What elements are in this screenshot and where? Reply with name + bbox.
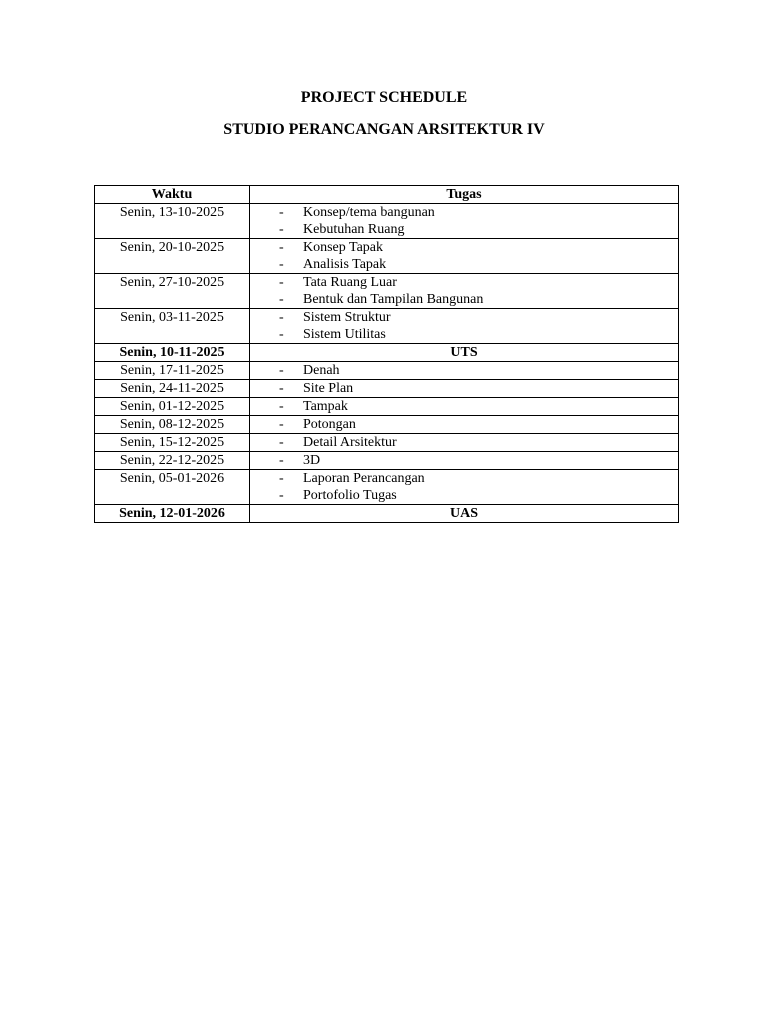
document-subtitle: STUDIO PERANCANGAN ARSITEKTUR IV	[223, 121, 545, 138]
date-cell: Senin, 20-10-2025	[95, 239, 250, 274]
tasks-cell	[250, 416, 679, 434]
task-text: Portofolio Tugas	[303, 488, 397, 503]
bullet-dash: -	[279, 453, 284, 468]
table-row	[95, 309, 679, 344]
table-row	[95, 204, 679, 239]
date-cell: Senin, 12-01-2026	[95, 505, 250, 523]
bullet-dash: -	[279, 327, 284, 342]
bullet-dash: -	[279, 488, 284, 503]
bullet-dash: -	[279, 205, 284, 220]
list-item	[279, 434, 678, 451]
list-item	[279, 380, 678, 397]
document-title: PROJECT SCHEDULE	[300, 89, 468, 106]
task-list	[250, 434, 678, 451]
bullet-dash: -	[279, 417, 284, 432]
list-item	[279, 452, 678, 469]
bullet-dash: -	[279, 240, 284, 255]
bullet-dash: -	[279, 310, 284, 325]
list-item	[279, 398, 678, 415]
header-row	[95, 186, 679, 204]
task-list	[250, 274, 678, 308]
bullet-dash: -	[279, 292, 284, 307]
list-item	[279, 362, 678, 379]
list-item	[279, 470, 678, 487]
table-body	[95, 204, 679, 523]
task-list	[250, 398, 678, 415]
task-text: Konsep/tema bangunan	[303, 205, 435, 220]
date-cell: Senin, 22-12-2025	[95, 452, 250, 470]
task-list	[250, 380, 678, 397]
date-cell: Senin, 03-11-2025	[95, 309, 250, 344]
bullet-dash: -	[279, 222, 284, 237]
bullet-dash: -	[279, 381, 284, 396]
task-text: Tampak	[303, 399, 348, 414]
task-text: Bentuk dan Tampilan Bangunan	[303, 292, 484, 307]
date-cell: Senin, 24-11-2025	[95, 380, 250, 398]
task-text: Analisis Tapak	[303, 257, 387, 272]
task-text: Konsep Tapak	[303, 240, 384, 255]
tasks-cell	[250, 452, 679, 470]
tasks-cell	[250, 274, 679, 309]
table-row	[95, 452, 679, 470]
task-text: Detail Arsitektur	[303, 435, 397, 450]
task-text: Tata Ruang Luar	[303, 275, 397, 290]
task-list	[250, 452, 678, 469]
list-item	[279, 204, 678, 221]
date-cell: Senin, 10-11-2025	[95, 344, 250, 362]
list-item	[279, 256, 678, 273]
table-row	[95, 398, 679, 416]
date-cell: Senin, 27-10-2025	[95, 274, 250, 309]
date-cell: Senin, 05-01-2026	[95, 470, 250, 505]
table-row	[95, 470, 679, 505]
date-cell: Senin, 15-12-2025	[95, 434, 250, 452]
exam-cell: UAS	[250, 505, 679, 523]
list-item	[279, 239, 678, 256]
task-text: Site Plan	[303, 381, 354, 396]
task-list	[250, 362, 678, 379]
bullet-dash: -	[279, 363, 284, 378]
task-text: 3D	[303, 453, 321, 468]
table-row	[95, 505, 679, 523]
exam-cell: UTS	[250, 344, 679, 362]
bullet-dash: -	[279, 275, 284, 290]
table-row	[95, 434, 679, 452]
task-list	[250, 239, 678, 273]
date-cell: Senin, 13-10-2025	[95, 204, 250, 239]
list-item	[279, 326, 678, 343]
table-row	[95, 274, 679, 309]
task-list	[250, 309, 678, 343]
tasks-cell	[250, 470, 679, 505]
table-row	[95, 239, 679, 274]
list-item	[279, 487, 678, 504]
task-text: Sistem Struktur	[303, 310, 391, 325]
task-text: Sistem Utilitas	[303, 327, 386, 342]
task-text: Potongan	[303, 417, 356, 432]
tasks-cell	[250, 239, 679, 274]
tasks-cell	[250, 380, 679, 398]
schedule-table	[94, 185, 679, 523]
date-cell: Senin, 17-11-2025	[95, 362, 250, 380]
header-waktu: Waktu	[95, 186, 250, 204]
task-text: Laporan Perancangan	[303, 471, 425, 486]
tasks-cell	[250, 309, 679, 344]
table-row	[95, 344, 679, 362]
task-list	[250, 204, 678, 238]
list-item	[279, 416, 678, 433]
task-list	[250, 470, 678, 504]
tasks-cell	[250, 362, 679, 380]
list-item	[279, 291, 678, 308]
bullet-dash: -	[279, 257, 284, 272]
task-list	[250, 416, 678, 433]
task-text: Denah	[303, 363, 340, 378]
list-item	[279, 274, 678, 291]
bullet-dash: -	[279, 471, 284, 486]
task-text: Kebutuhan Ruang	[303, 222, 405, 237]
tasks-cell	[250, 398, 679, 416]
table-row	[95, 362, 679, 380]
tasks-cell	[250, 434, 679, 452]
table-row	[95, 416, 679, 434]
table-header	[95, 186, 679, 204]
date-cell: Senin, 08-12-2025	[95, 416, 250, 434]
date-cell: Senin, 01-12-2025	[95, 398, 250, 416]
header-tugas: Tugas	[250, 186, 679, 204]
table-row	[95, 380, 679, 398]
list-item	[279, 221, 678, 238]
bullet-dash: -	[279, 435, 284, 450]
bullet-dash: -	[279, 399, 284, 414]
tasks-cell	[250, 204, 679, 239]
list-item	[279, 309, 678, 326]
